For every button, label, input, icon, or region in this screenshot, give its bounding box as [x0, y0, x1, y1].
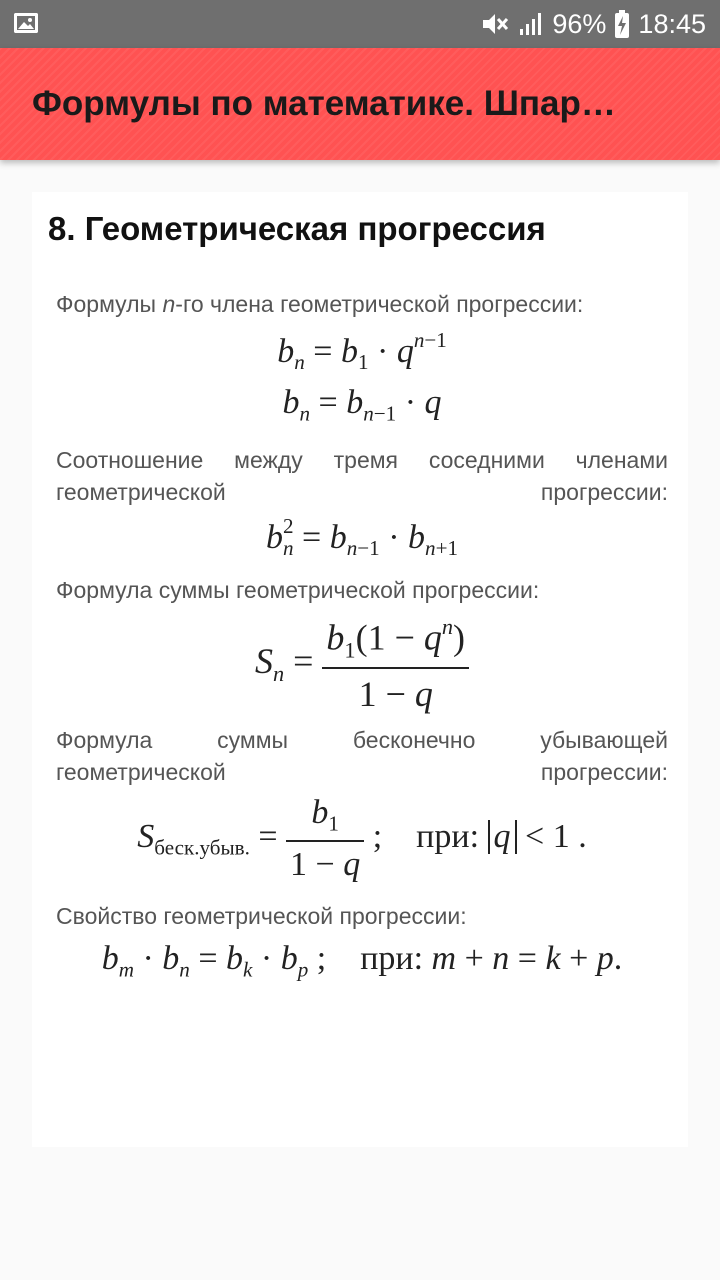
battery-percent: 96%: [552, 8, 607, 39]
battery-charging-icon: [614, 10, 630, 38]
mute-icon: [480, 11, 510, 37]
page-title: 8. Геометрическая прогрессия: [48, 210, 546, 247]
signal-icon: [518, 11, 544, 37]
formula-property: $b_m \cdot b_n = b_k \cdot b_p$ ; при: m + n = k + p.: [101, 940, 623, 982]
content-card: [32, 192, 688, 1147]
clock: 18:45: [638, 8, 706, 39]
formula-sheet: [56, 288, 668, 1008]
intro-text: Формулы n-го члена геометрической прогрессии:: [56, 291, 584, 317]
status-bar: [0, 0, 720, 48]
image-notification-icon: [14, 13, 38, 33]
formula-relation: $b^2_n = b_{n-1} \cdot b_{n+1}$: [265, 514, 459, 561]
formula-infinite-sum: $S_{беск.убыв.}$ = $\frac{b_1}{1 - q}$ ; при: q < 1 .: [137, 794, 587, 884]
formula-sum: $S_n$ = $\frac{b_1(1 - q^n)}{1 - q}$: [56, 614, 668, 715]
infinite-sum-text: Формула суммы бесконечно убывающей геометрической прогрессии:: [56, 727, 668, 785]
sum-text: Формула суммы геометрической прогрессии:: [56, 577, 540, 603]
app-bar: [0, 48, 720, 160]
relation-text: Соотношение между тремя соседними членами геометрической прогрессии:: [56, 447, 668, 505]
app-title: Формулы по математике. Шпар…: [32, 84, 616, 123]
property-text: Свойство геометрической прогрессии:: [56, 903, 467, 929]
formula-nth-term: $b_n = b_1 \cdot q^{n-1}$: [277, 328, 447, 375]
formula-recurrence: $b_n = b_{n-1} \cdot q$: [282, 384, 442, 426]
